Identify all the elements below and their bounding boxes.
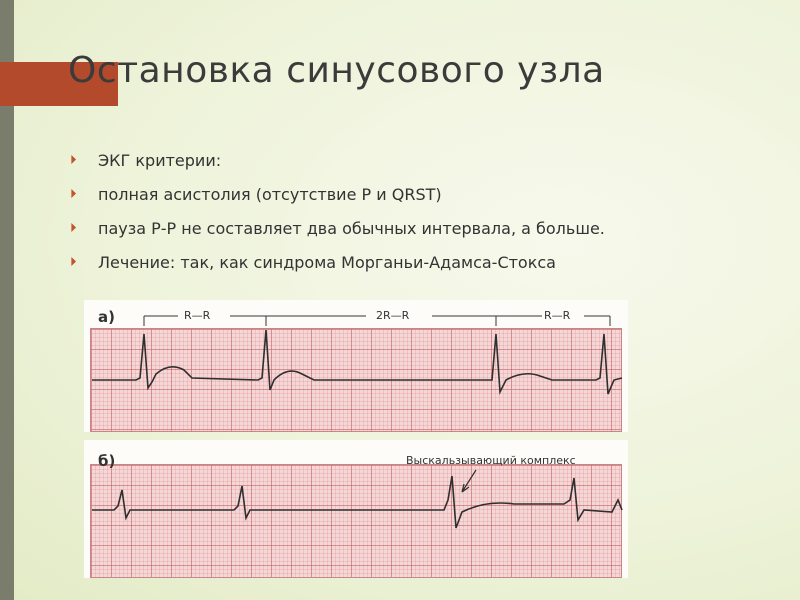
ecg-strip-a: [84, 300, 628, 432]
bullet-arrow-icon: ⏵: [70, 187, 77, 202]
bullet-item: [70, 252, 690, 274]
ecg-waveform: [92, 330, 622, 394]
bullet-arrow-icon: ⏵: [70, 221, 77, 236]
bullet-text: пауза Р-Р не составляет два обычных интервала, а больше.: [98, 219, 605, 238]
bullet-item: [70, 184, 690, 206]
bullet-text: полная асистолия (отсутствие Р и QRST): [98, 185, 442, 204]
bullet-list: [70, 150, 690, 286]
ecg-strip-b: [84, 440, 628, 578]
bullet-item: [70, 150, 690, 172]
panel-b-label: б): [98, 452, 116, 470]
slide-title: Остановка синусового узла: [68, 50, 605, 91]
annotation-arrow-icon: [462, 470, 476, 492]
bullet-text: Лечение: так, как синдрома Морганьи-Адамса-Стокса: [98, 253, 556, 272]
ecg-trace-b: [84, 440, 628, 578]
rr-marker-1: R—R: [184, 309, 211, 322]
bullet-text: ЭКГ критерии:: [98, 151, 222, 170]
rr-marker-3: R—R: [544, 309, 571, 322]
interval-bracket: [144, 316, 610, 326]
ecg-waveform: [92, 476, 622, 528]
bullet-arrow-icon: ⏵: [70, 255, 77, 270]
bullet-item: [70, 218, 690, 240]
panel-a-label: а): [98, 308, 115, 326]
ecg-trace-a: [84, 300, 628, 432]
rr-marker-2: 2R—R: [376, 309, 410, 322]
escape-complex-annotation: Выскальзывающий комплекс: [406, 454, 576, 467]
bullet-arrow-icon: ⏵: [70, 153, 77, 168]
